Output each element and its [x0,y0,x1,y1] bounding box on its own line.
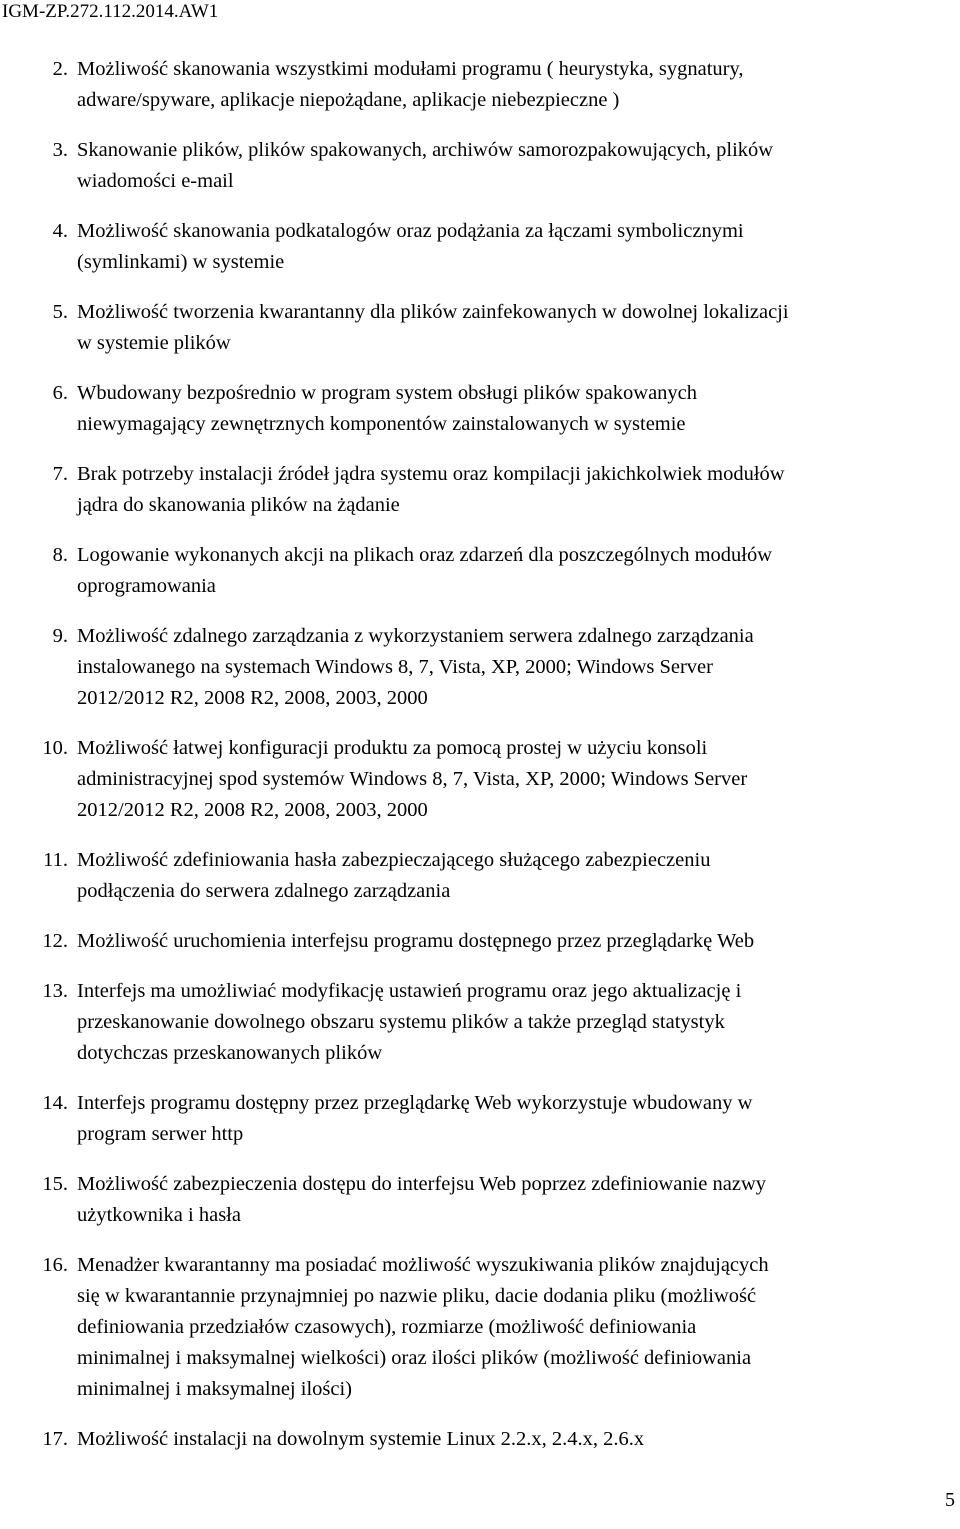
list-item [0,733,960,826]
list-item-number: 5. [52,301,68,323]
list-item-number: 8. [52,544,68,566]
list-item-text: Logowanie wykonanych akcji na plikach oraz zdarzeń dla poszczególnych modułów oprogramowania [77,544,773,597]
list-item [0,297,960,359]
list-item-text: Wbudowany bezpośrednio w program system obsługi plików spakowanych niewymagający zewnętrznych komponentów zainstalowanych w systemie [77,382,698,435]
list-item-text: Możliwość uruchomienia interfejsu programu dostępnego przez przeglądarkę Web [77,930,755,952]
list-item-text: Menadżer kwarantanny ma posiadać możliwość wyszukiwania plików znajdujących się w kwarantannie przynajmniej po nazwie pliku, dacie dodania pliku (możliwość definiowania przedziałów czasowych), rozmiarze (możliwość definiowania minimalnej i maksymalnej wielkości) oraz ilości plików (możliwość definiowania minimalnej i maksymalnej ilości) [77,1254,769,1400]
list-item-text: Brak potrzeby instalacji źródeł jądra systemu oraz kompilacji jakichkolwiek modułów jądra do skanowania plików na żądanie [77,463,785,516]
document-header-code: IGM-ZP.272.112.2014.AW1 [2,1,219,22]
list-item-number: 13. [42,980,68,1002]
list-item [0,845,960,907]
list-item-text: Możliwość zabezpieczenia dostępu do interfejsu Web poprzez zdefiniowanie nazwy użytkownika i hasła [77,1173,766,1226]
list-item-number: 7. [52,463,68,485]
list-item-number: 14. [42,1092,68,1114]
list-item [0,926,960,957]
list-item [0,459,960,521]
list-item-number: 6. [52,382,68,404]
list-item-number: 17. [42,1428,68,1450]
list-item-text: Skanowanie plików, plików spakowanych, archiwów samorozpakowujących, plików wiadomości e-mail [77,139,774,192]
list-item-number: 10. [42,737,68,759]
list-item [0,976,960,1069]
list-item [0,135,960,197]
list-item-text: Możliwość łatwej konfiguracji produktu za pomocą prostej w użyciu konsoli administracyjnej spod systemów Windows 8, 7, Vista, XP, 2000; Windows Server 2012/2012 R2, 2008 R2, 2008, 2003, 2000 [77,737,748,821]
list-item [0,1169,960,1231]
list-item-text: Możliwość zdefiniowania hasła zabezpieczającego służącego zabezpieczeniu podłączenia do serwera zdalnego zarządzania [77,849,711,902]
list-item [0,1250,960,1405]
list-item [0,216,960,278]
list-item [0,540,960,602]
list-item-text: Możliwość zdalnego zarządzania z wykorzystaniem serwera zdalnego zarządzania instalowanego na systemach Windows 8, 7, Vista, XP, 2000; Windows Server 2012/2012 R2, 2008 R2, 2008, 2003, 2000 [77,625,754,709]
list-item-number: 3. [52,139,68,161]
page-number: 5 [945,1489,955,1511]
list-item-text: Możliwość instalacji na dowolnym systemie Linux 2.2.x, 2.4.x, 2.6.x [77,1428,645,1450]
list-item-number: 15. [42,1173,68,1195]
requirements-list [0,54,960,1474]
list-item-number: 16. [42,1254,68,1276]
list-item [0,621,960,714]
list-item [0,54,960,116]
list-item [0,1424,960,1455]
list-item-text: Możliwość skanowania wszystkimi modułami programu ( heurystyka, sygnatury, adware/spyware, aplikacje niepożądane, aplikacje niebezpieczne ) [77,58,744,111]
list-item-text: Możliwość tworzenia kwarantanny dla plików zainfekowanych w dowolnej lokalizacji w systemie plików [77,301,789,354]
list-item-text: Interfejs programu dostępny przez przeglądarkę Web wykorzystuje wbudowany w program serwer http [77,1092,753,1145]
list-item-number: 12. [42,930,68,952]
list-item [0,378,960,440]
list-item-number: 4. [52,220,68,242]
list-item-text: Możliwość skanowania podkatalogów oraz podążania za łączami symbolicznymi (symlinkami) w systemie [77,220,744,273]
list-item-number: 11. [43,849,68,871]
list-item [0,1088,960,1150]
list-item-text: Interfejs ma umożliwiać modyfikację ustawień programu oraz jego aktualizację i przeskanowanie dowolnego obszaru systemu plików a także przegląd statystyk dotychczas przeskanowanych plików [77,980,742,1064]
list-item-number: 2. [52,58,68,80]
list-item-number: 9. [52,625,68,647]
